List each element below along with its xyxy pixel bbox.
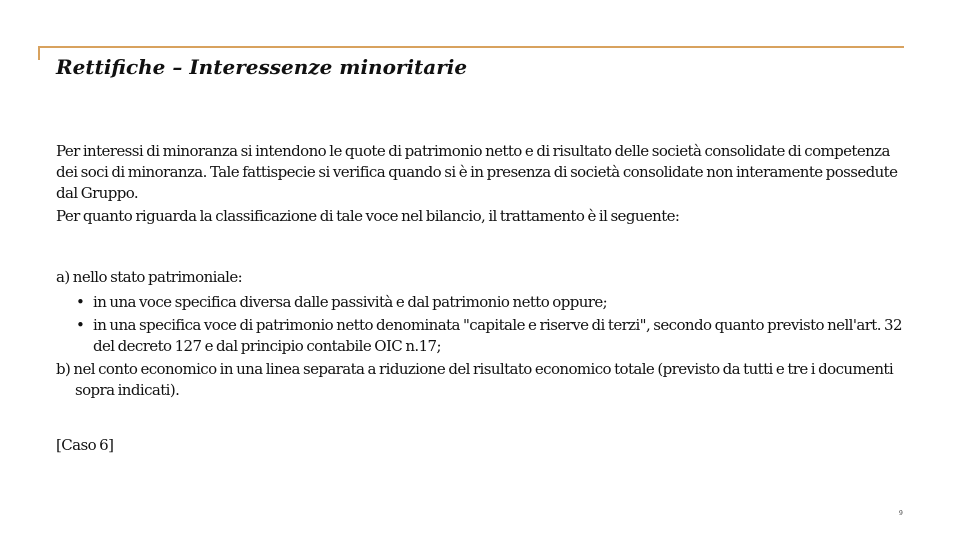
bullet-text: in una voce specifica diversa dalle passività e dal patrimonio netto oppure; [93, 293, 608, 311]
bullet-icon: • [76, 293, 85, 311]
classification-paragraph: Per quanto riguarda la classificazione di tale voce nel bilancio, il trattamento è il seguente: [56, 207, 680, 225]
page-number: 9 [899, 510, 903, 517]
item-b: b) nel conto economico in una linea separata a riduzione del risultato economico totale (previsto da tutti e tre i documenti sopra indicati). [56, 360, 894, 399]
item-a: a) nello stato patrimoniale: [56, 268, 243, 286]
slide-body [56, 141, 906, 456]
title-rule [38, 46, 904, 48]
bullet-text: in una specifica voce di patrimonio netto denominata "capitale e riserve di terzi", secondo quanto previsto nell'art. 32 del decreto 127 e dal principio contabile OIC n.17; [93, 316, 902, 355]
intro-paragraph: Per interessi di minoranza si intendono le quote di patrimonio netto e di risultato delle società consolidate di competenza dei soci di minoranza. Tale fattispecie si verifica quando si è in presenza di società consolidate non interamente possedute dal Gruppo. [56, 142, 898, 202]
case-reference: [Caso 6] [56, 436, 114, 454]
slide-title: Rettifiche – Interessenze minoritarie [56, 55, 468, 79]
bullet-list [56, 292, 906, 357]
bullet-icon: • [76, 316, 85, 334]
title-rule-tick [38, 46, 40, 60]
list-item [56, 292, 906, 313]
list-item [56, 315, 906, 357]
